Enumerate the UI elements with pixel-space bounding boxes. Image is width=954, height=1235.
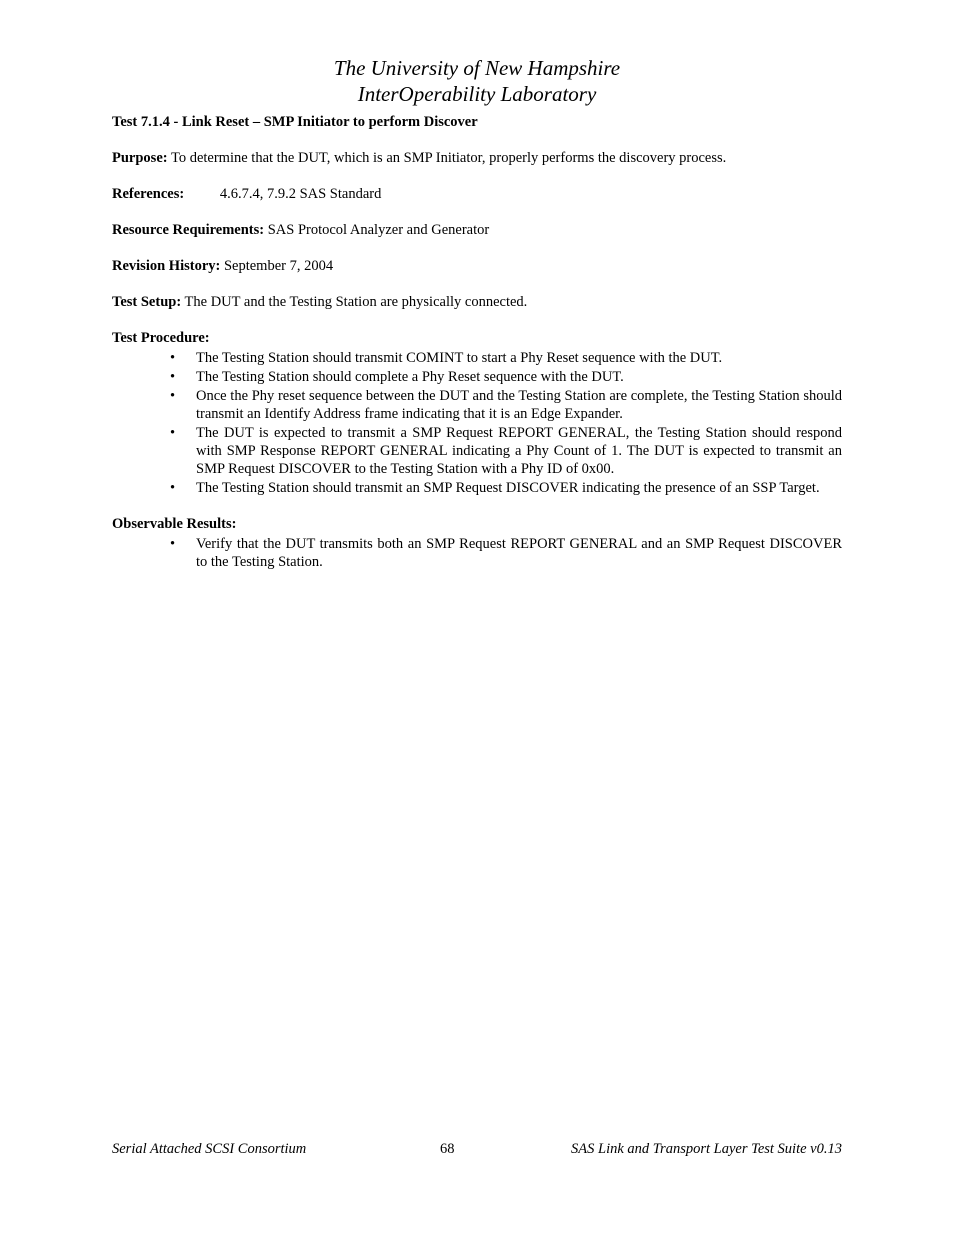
bullet-icon: • — [170, 536, 176, 552]
references-label: References: — [112, 186, 185, 202]
procedure-list — [112, 349, 842, 497]
procedure-step-3: Once the Phy reset sequence between the DUT and the Testing Station are complete, the Testing Station should transmit an Identify Address frame indicating that it is an Edge Expander. — [196, 388, 842, 422]
bullet-icon: • — [170, 425, 176, 441]
list-item — [112, 424, 842, 478]
bullet-icon: • — [170, 388, 176, 404]
resources-text: SAS Protocol Analyzer and Generator — [267, 222, 490, 238]
header-university: The University of New Hampshire — [333, 56, 621, 80]
revision-label: Revision History: — [112, 258, 221, 274]
result-item-1: Verify that the DUT transmits both an SMP Request REPORT GENERAL and an SMP Request DISCOVER to the Testing Station. — [196, 536, 842, 570]
procedure-step-4: The DUT is expected to transmit a SMP Request REPORT GENERAL, the Testing Station should respond with SMP Response REPORT GENERAL indicating a Phy Count of 1. The DUT is expected to transmit an SMP Request DISCOVER to the Testing Station with a Phy ID of 0x00. — [196, 425, 842, 477]
header-laboratory: InterOperability Laboratory — [357, 82, 597, 106]
footer-suite-title: SAS Link and Transport Layer Test Suite v0.13 — [571, 1141, 842, 1157]
purpose-field — [112, 149, 842, 167]
revision-text: September 7, 2004 — [223, 258, 334, 274]
results-list — [112, 535, 842, 571]
list-item — [112, 368, 842, 386]
footer-consortium: Serial Attached SCSI Consortium — [112, 1141, 307, 1157]
purpose-label: Purpose: — [112, 150, 168, 166]
bullet-icon: • — [170, 480, 176, 496]
list-item — [112, 479, 842, 497]
procedure-label: Test Procedure: — [112, 330, 210, 346]
bullet-icon: • — [170, 350, 176, 366]
setup-field — [112, 293, 842, 311]
resources-label: Resource Requirements: — [112, 222, 265, 238]
bullet-icon: • — [170, 369, 176, 385]
revision-field — [112, 257, 842, 275]
references-field — [112, 185, 842, 203]
list-item — [112, 349, 842, 367]
setup-label: Test Setup: — [112, 294, 182, 310]
test-title: Test 7.1.4 - Link Reset – SMP Initiator to perform Discover — [112, 114, 478, 130]
page-header — [0, 55, 954, 107]
list-item — [112, 535, 842, 571]
page-number: 68 — [440, 1141, 455, 1157]
setup-text: The DUT and the Testing Station are physically connected. — [184, 294, 528, 310]
list-item — [112, 387, 842, 423]
references-text: 4.6.7.4, 7.9.2 SAS Standard — [219, 186, 382, 202]
purpose-text: To determine that the DUT, which is an SMP Initiator, properly performs the discovery process. — [170, 150, 727, 166]
results-label: Observable Results: — [112, 516, 237, 532]
resources-field — [112, 221, 842, 239]
document-body — [112, 113, 842, 589]
page-footer — [112, 1140, 842, 1160]
procedure-step-2: The Testing Station should complete a Phy Reset sequence with the DUT. — [196, 369, 624, 385]
procedure-step-5: The Testing Station should transmit an SMP Request DISCOVER indicating the presence of an SSP Target. — [196, 480, 820, 496]
procedure-step-1: The Testing Station should transmit COMINT to start a Phy Reset sequence with the DUT. — [196, 350, 723, 366]
